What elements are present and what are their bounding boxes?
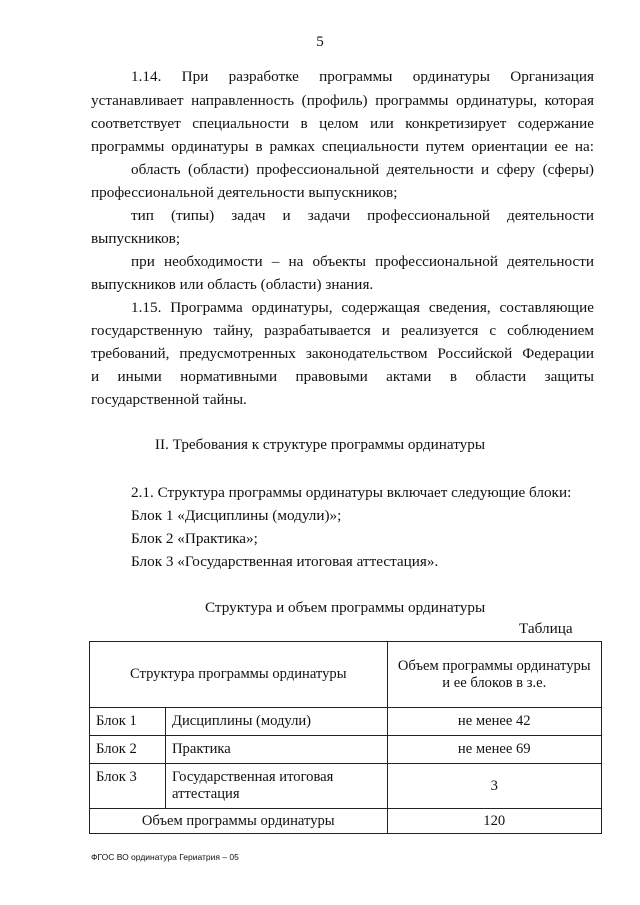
paragraph-line: 1.15. Программа ординатуры, содержащая сведения, составляющие bbox=[131, 299, 594, 316]
total-value: 120 bbox=[387, 809, 602, 834]
paragraph-line: и иными нормативными правовыми актами в области защиты bbox=[91, 368, 594, 385]
total-label: Объем программы ординатуры bbox=[90, 809, 388, 834]
paragraph-line: тип (типы) задач и задачи профессиональной деятельности bbox=[131, 207, 594, 224]
paragraph-line: 1.14. При разработке программы ординатуры Организация bbox=[131, 68, 594, 85]
block-name-cell: Государственная итоговая аттестация bbox=[166, 764, 388, 809]
paragraph-line: программы ординатуры в рамках специальности путем ориентации ее на: bbox=[91, 138, 594, 155]
paragraph-line: выпускников; bbox=[91, 230, 181, 247]
block-name-cell: Практика bbox=[166, 736, 388, 764]
paragraph-line: при необходимости – на объекты профессиональной деятельности bbox=[131, 253, 594, 270]
volume-cell: 3 bbox=[387, 764, 602, 809]
paragraph-line: соответствует специальности в целом или конкретизирует содержание bbox=[91, 115, 594, 132]
blocks-intro: 2.1. Структура программы ординатуры включает следующие блоки: bbox=[131, 484, 572, 501]
paragraph-line: требований, предусмотренных законодательством Российской Федерации bbox=[91, 345, 594, 362]
footer-note: ФГОС ВО ординатура Гериатрия – 05 bbox=[91, 852, 239, 862]
block-name-cell: Дисциплины (модули) bbox=[166, 708, 388, 736]
block-item: Блок 1 «Дисциплины (модули)»; bbox=[131, 507, 342, 524]
volume-cell: не менее 69 bbox=[387, 736, 602, 764]
page-number: 5 bbox=[316, 34, 324, 50]
header-structure: Структура программы ординатуры bbox=[90, 642, 388, 708]
table-row bbox=[90, 708, 602, 736]
block-cell: Блок 2 bbox=[90, 736, 166, 764]
paragraph-line: выпускников или область (области) знания. bbox=[91, 276, 374, 293]
volume-cell: не менее 42 bbox=[387, 708, 602, 736]
paragraph-line: государственную тайну, разрабатывается и реализуется с соблюдением bbox=[91, 322, 594, 339]
paragraph-line: государственной тайны. bbox=[91, 391, 247, 408]
table-label: Таблица bbox=[519, 620, 573, 637]
block-item: Блок 3 «Государственная итоговая аттестация». bbox=[131, 553, 439, 570]
paragraph-line: область (области) профессиональной деятельности и сферу (сферы) bbox=[131, 161, 594, 178]
table-row bbox=[90, 736, 602, 764]
block-item: Блок 2 «Практика»; bbox=[131, 530, 258, 547]
block-cell: Блок 1 bbox=[90, 708, 166, 736]
section-heading: II. Требования к структуре программы ординатуры bbox=[154, 436, 486, 453]
structure-table bbox=[89, 641, 602, 834]
table-row bbox=[90, 764, 602, 809]
paragraph-line: профессиональной деятельности выпускников; bbox=[91, 184, 398, 201]
header-volume: Объем программы ординатуры и ее блоков в з.е. bbox=[387, 642, 602, 708]
table-total-row bbox=[90, 809, 602, 834]
table-header-row bbox=[90, 642, 602, 708]
block-cell: Блок 3 bbox=[90, 764, 166, 809]
paragraph-line: устанавливает направленность (профиль) программы ординатуры, которая bbox=[91, 92, 594, 109]
table-title: Структура и объем программы ординатуры bbox=[205, 599, 486, 616]
